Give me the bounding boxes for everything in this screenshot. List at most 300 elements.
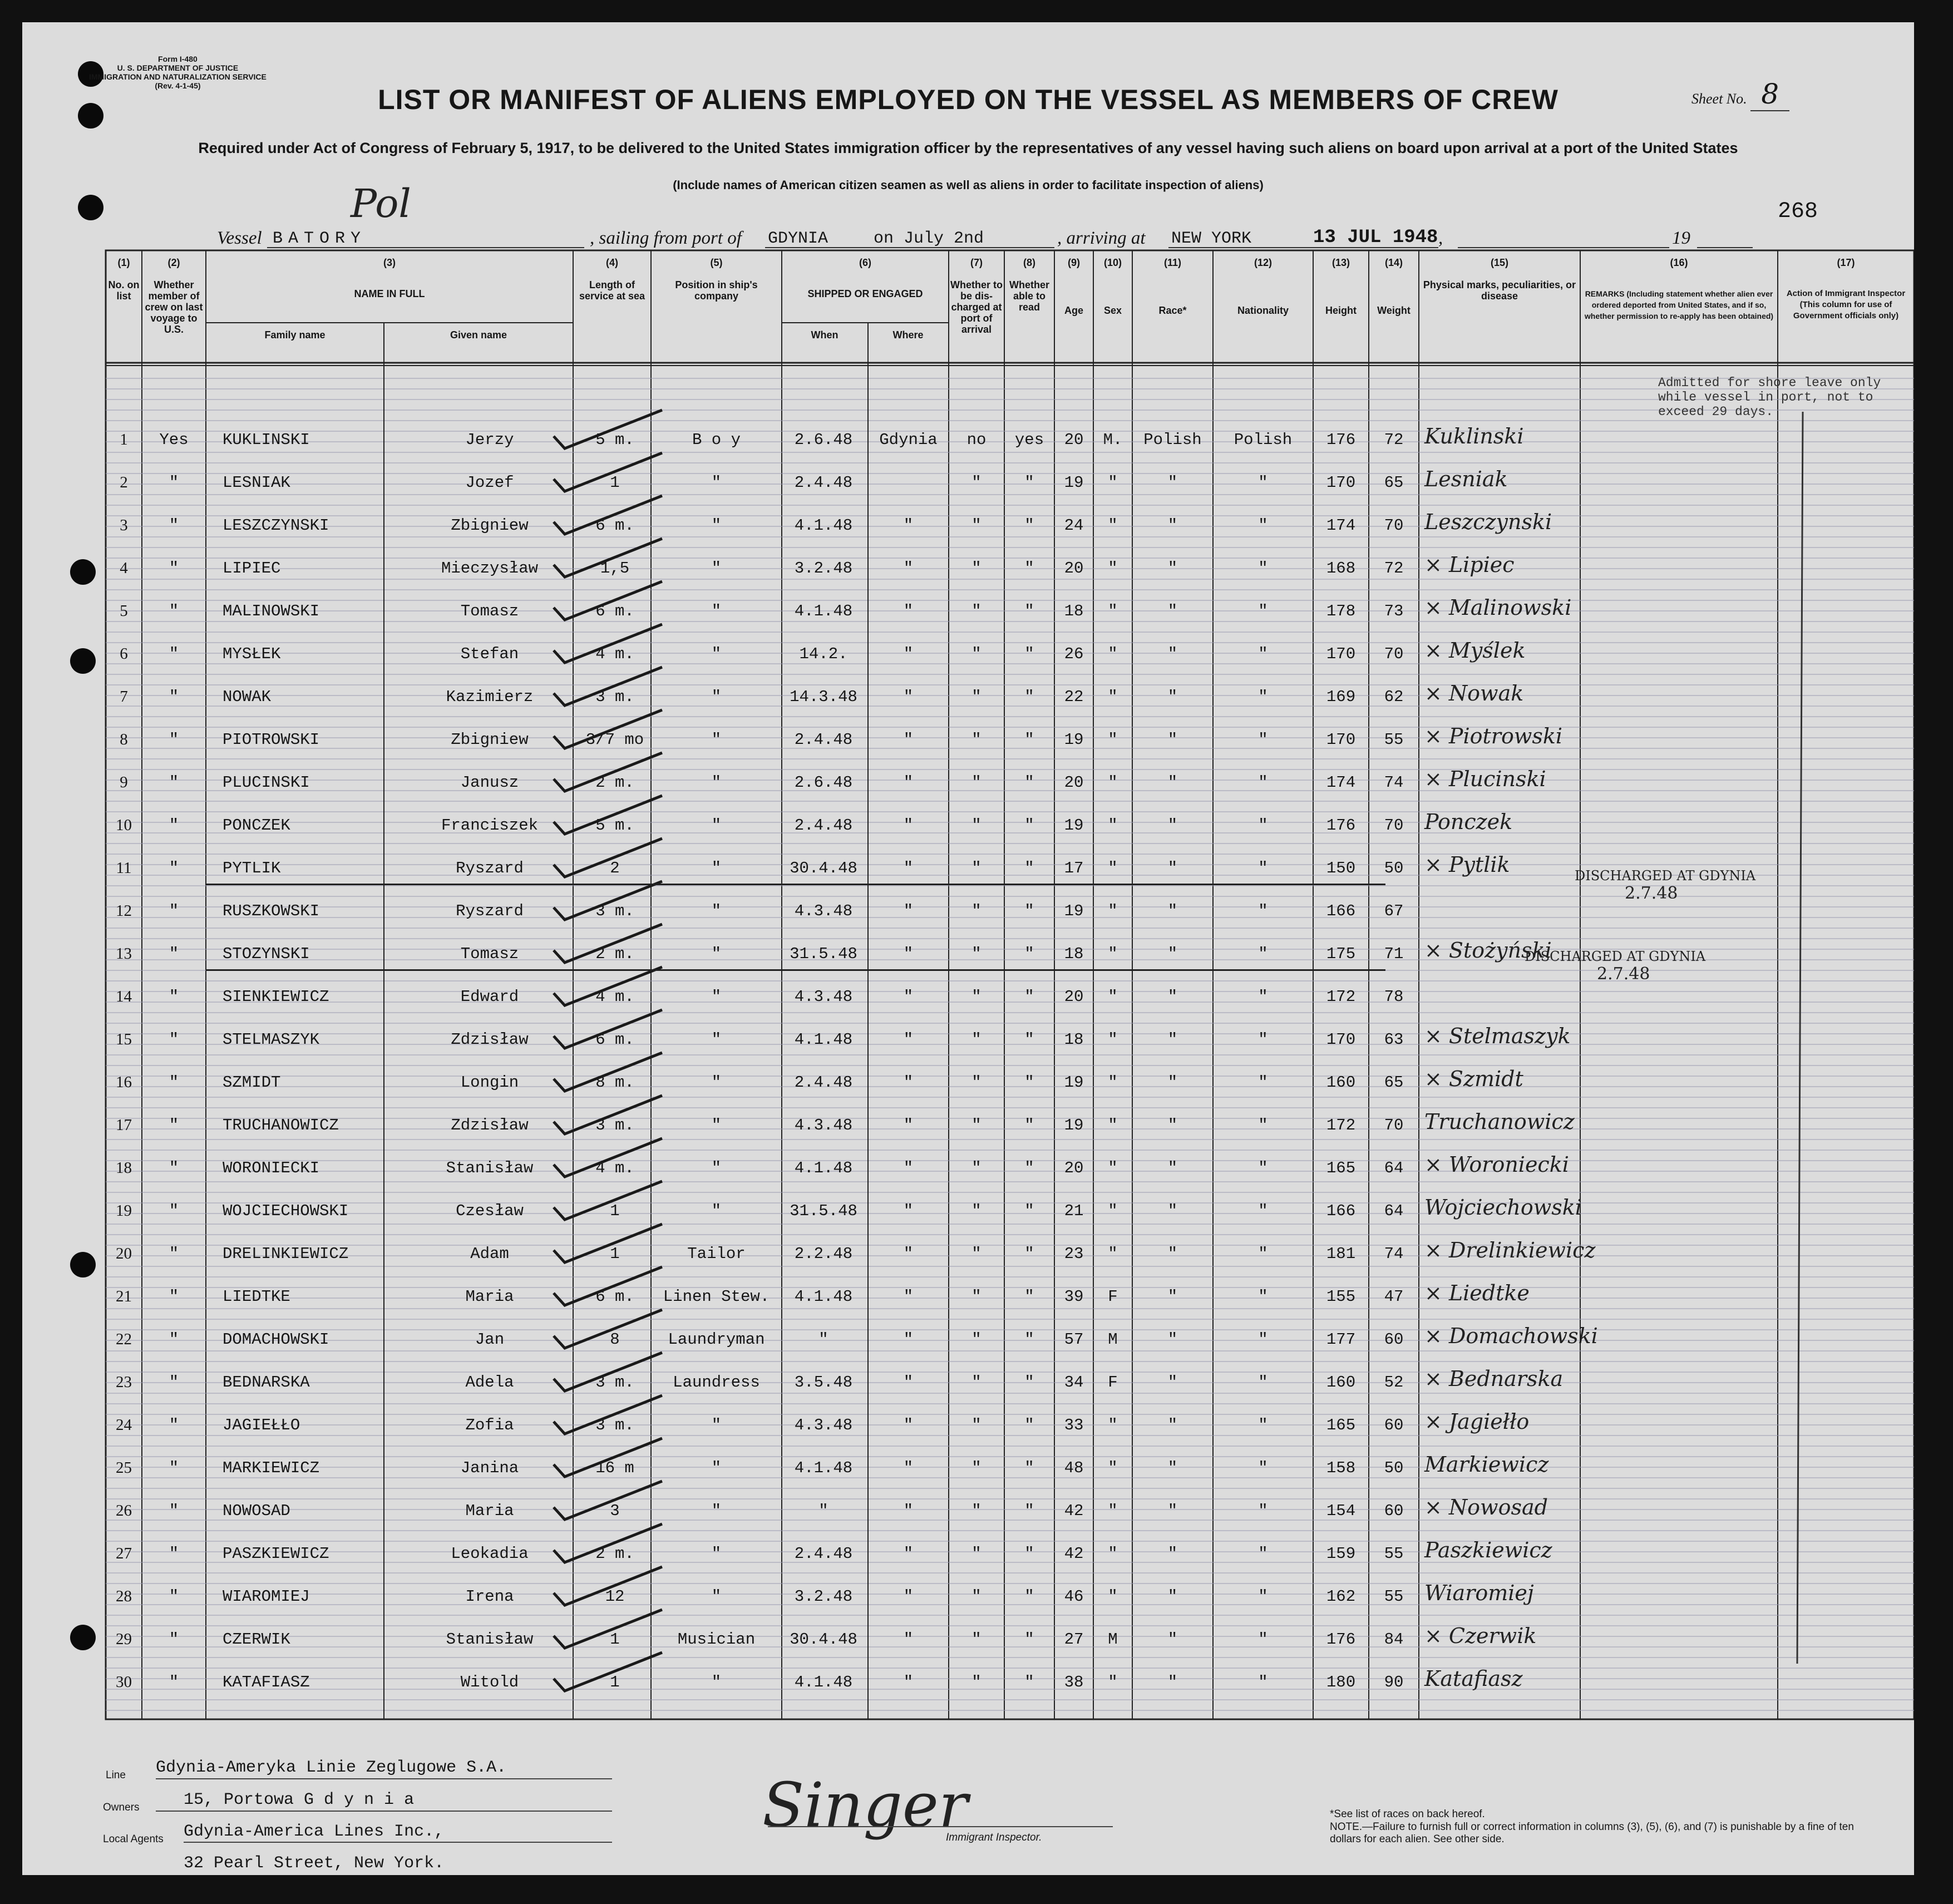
cell-discharged: " [971, 1330, 982, 1349]
cell-age: 19 [1064, 1116, 1084, 1134]
cell-given: Kazimierz [446, 688, 534, 706]
cell-service: 3 m. [595, 688, 634, 706]
cell-height: 165 [1326, 1159, 1356, 1177]
cell-where: " [903, 988, 914, 1006]
cell-no: 30 [116, 1673, 132, 1691]
cell-race: " [1167, 1502, 1178, 1520]
cell-position: " [711, 645, 722, 663]
footnote-fine: NOTE.—Failure to furnish full or correct information in columns (3), (5), (6), and (7) is punishable by a fine of ten dollars for each alien. See other side. [1330, 1821, 1854, 1845]
cell-position: " [711, 1202, 722, 1220]
cell-when: 2.2.48 [794, 1245, 853, 1263]
cell-family: DOMACHOWSKI [223, 1330, 329, 1349]
cell-race: " [1167, 516, 1178, 535]
column-header: Age [1064, 305, 1083, 316]
column-number: (10) [1103, 257, 1122, 268]
cell-race: " [1167, 1587, 1178, 1606]
cell-age: 18 [1064, 602, 1084, 620]
remarks-discharged-1: DISCHARGED AT GDYNIA 2.7.48 [1575, 868, 1756, 903]
check-mark [554, 1138, 662, 1177]
cell-sex: " [1108, 1673, 1118, 1691]
cell-weight: 70 [1384, 645, 1404, 663]
cell-when: 4.3.48 [794, 902, 853, 920]
form-number: Form I-480 [158, 55, 198, 63]
check-mark [554, 1481, 662, 1520]
cell-family: LESNIAK [223, 473, 290, 492]
check-mark [554, 881, 662, 920]
cell-where: " [903, 559, 914, 578]
cell-when: 4.3.48 [794, 988, 853, 1006]
cell-when: 2.4.48 [794, 731, 853, 749]
cell-no: 21 [116, 1288, 132, 1305]
cell-given: Tomasz [460, 945, 519, 963]
cell-weight: 64 [1384, 1202, 1404, 1220]
cell-no: 18 [116, 1159, 132, 1177]
cell-no: 22 [116, 1330, 132, 1348]
column-number: (8) [1023, 257, 1035, 268]
column-number: (2) [167, 257, 180, 268]
sailing-date: on July 2nd [874, 229, 984, 248]
cell-read: " [1024, 559, 1034, 578]
cell-no: 14 [116, 988, 132, 1005]
column-header: No. on list [108, 279, 140, 302]
cell-race: " [1167, 773, 1178, 792]
cell-discharged: " [971, 516, 982, 535]
cell-sex: " [1108, 645, 1118, 663]
cell-no: 7 [120, 688, 128, 706]
cell-age: 19 [1064, 902, 1084, 920]
cell-prev: " [169, 773, 179, 792]
cell-given: Mieczysław [441, 559, 539, 578]
cell-nationality: " [1258, 1073, 1268, 1092]
cell-position: " [711, 988, 722, 1006]
cell-age: 19 [1064, 731, 1084, 749]
cell-prev: " [169, 859, 179, 877]
cell-service: 3 m. [595, 1416, 634, 1434]
cell-discharged: " [971, 473, 982, 492]
cell-weight: 78 [1384, 988, 1404, 1006]
cell-position: " [711, 731, 722, 749]
cell-given: Jan [475, 1330, 505, 1349]
cell-age: 46 [1064, 1587, 1084, 1606]
check-mark [554, 1181, 662, 1220]
cell-prev: " [169, 1073, 179, 1092]
cell-when: 3.5.48 [794, 1373, 853, 1392]
cell-service: 8 [610, 1330, 620, 1349]
cell-age: 22 [1064, 688, 1084, 706]
cell-signature: Wiaromiej [1424, 1581, 1534, 1605]
cell-nationality: " [1258, 1630, 1268, 1649]
cell-service: 6 m. [595, 516, 634, 535]
cell-when: 4.1.48 [794, 1288, 853, 1306]
cell-signature: Leszczynski [1424, 510, 1552, 534]
cell-discharged: " [971, 731, 982, 749]
cell-family: NOWOSAD [223, 1502, 290, 1520]
cell-race: " [1167, 902, 1178, 920]
cell-prev: " [169, 1673, 179, 1691]
cell-sex: " [1108, 1245, 1118, 1263]
cell-given: Longin [460, 1073, 519, 1092]
cell-nationality: " [1258, 1159, 1268, 1177]
cell-no: 2 [120, 473, 128, 491]
cell-sex: " [1108, 516, 1118, 535]
cell-given: Adam [470, 1245, 509, 1263]
cell-discharged: " [971, 988, 982, 1006]
cell-nationality: " [1258, 1587, 1268, 1606]
cell-height: 159 [1326, 1545, 1356, 1563]
cell-weight: 72 [1384, 559, 1404, 578]
cell-given: Tomasz [460, 602, 519, 620]
cell-weight: 73 [1384, 602, 1404, 620]
arriving-port: NEW YORK [1171, 229, 1252, 248]
cell-when: 2.6.48 [794, 773, 853, 792]
agents-label: Local Agents [103, 1833, 164, 1845]
cell-prev: " [169, 1545, 179, 1563]
cell-when: 4.3.48 [794, 1116, 853, 1134]
cell-given: Maria [465, 1288, 514, 1306]
cell-position: " [711, 688, 722, 706]
cell-sex: M [1108, 1330, 1118, 1349]
cell-position: B o y [692, 431, 741, 449]
cell-position: " [711, 1673, 722, 1691]
cell-where: " [903, 1673, 914, 1691]
cell-discharged: " [971, 859, 982, 877]
cell-service: 6 m. [595, 1030, 634, 1049]
cell-where: " [903, 773, 914, 792]
cell-signature: × Czerwik [1424, 1624, 1537, 1648]
cell-prev: " [169, 473, 179, 492]
cell-age: 34 [1064, 1373, 1084, 1392]
cell-prev: " [169, 731, 179, 749]
cell-family: NOWAK [223, 688, 272, 706]
cell-discharged: " [971, 1502, 982, 1520]
cell-signature: × Nowosad [1424, 1495, 1548, 1520]
cell-nationality: " [1258, 1245, 1268, 1263]
cell-when: 3.2.48 [794, 559, 853, 578]
shipped-where-header: Where [892, 329, 924, 341]
cell-age: 20 [1064, 431, 1084, 449]
column-header: Whether able to read [1009, 279, 1049, 313]
cell-prev: " [169, 1459, 179, 1477]
cell-race: " [1167, 1159, 1178, 1177]
cell-height: 158 [1326, 1459, 1356, 1477]
cell-position: " [711, 902, 722, 920]
cell-service: 3 m. [595, 1116, 634, 1134]
cell-service: 12 [605, 1587, 625, 1606]
cell-age: 23 [1064, 1245, 1084, 1263]
cell-height: 172 [1326, 1116, 1356, 1134]
cell-when: 2.4.48 [794, 1545, 853, 1563]
cell-where: " [903, 1159, 914, 1177]
cell-position: " [711, 473, 722, 492]
cell-where: " [903, 1416, 914, 1434]
check-mark [554, 1395, 662, 1434]
column-header: Height [1325, 305, 1357, 316]
cell-height: 170 [1326, 473, 1356, 492]
cell-given: Adela [465, 1373, 514, 1392]
cell-race: " [1167, 988, 1178, 1006]
cell-signature: × Liedtke [1424, 1281, 1530, 1305]
cell-height: 166 [1326, 1202, 1356, 1220]
cell-where: " [903, 945, 914, 963]
cell-family: TRUCHANOWICZ [223, 1116, 339, 1134]
cell-given: Stanisław [446, 1630, 534, 1649]
cell-signature: × Szmidt [1424, 1067, 1523, 1091]
cell-age: 20 [1064, 988, 1084, 1006]
cell-position: " [711, 1116, 722, 1134]
cell-given: Edward [460, 988, 519, 1006]
cell-given: Zbigniew [451, 516, 529, 535]
agents-value-1: Gdynia-America Lines Inc., [184, 1822, 445, 1841]
discharged-strike-line [206, 969, 1385, 971]
cell-nationality: " [1258, 688, 1268, 706]
cell-discharged: " [971, 1416, 982, 1434]
cell-where: " [903, 602, 914, 620]
cell-weight: 74 [1384, 1245, 1404, 1263]
cell-discharged: " [971, 1630, 982, 1649]
cell-read: " [1024, 1288, 1034, 1306]
cell-when: 14.3.48 [790, 688, 857, 706]
cell-when: " [818, 1502, 828, 1520]
cell-height: 160 [1326, 1073, 1356, 1092]
cell-read: " [1024, 516, 1034, 535]
cell-family: KATAFIASZ [223, 1673, 310, 1691]
column-header: NAME IN FULL [354, 288, 425, 299]
cell-service: 4 m. [595, 988, 634, 1006]
cell-nationality: " [1258, 1330, 1268, 1349]
cell-weight: 63 [1384, 1030, 1404, 1049]
cell-age: 20 [1064, 773, 1084, 792]
sheet-number-value: 8 [1750, 78, 1789, 111]
year-label: 19 [1672, 228, 1690, 248]
arriving-label: , arriving at [1057, 228, 1146, 248]
cell-position: Laundress [673, 1373, 760, 1392]
check-mark [554, 624, 662, 663]
cell-prev: " [169, 1330, 179, 1349]
cell-discharged: " [971, 773, 982, 792]
sheet-number-label: Sheet No. [1691, 91, 1747, 107]
cell-sex: " [1108, 1202, 1118, 1220]
cell-position: " [711, 559, 722, 578]
cell-discharged: " [971, 945, 982, 963]
cell-discharged: " [971, 1288, 982, 1306]
footnote-races: *See list of races on back hereof. [1330, 1808, 1485, 1820]
cell-no: 6 [120, 645, 128, 663]
cell-race: " [1167, 473, 1178, 492]
cell-sex: " [1108, 688, 1118, 706]
cell-given: Janina [460, 1459, 519, 1477]
cell-no: 27 [116, 1545, 132, 1562]
line-value: Gdynia-Ameryka Linie Zeglugowe S.A. [156, 1758, 507, 1777]
cell-nationality: " [1258, 1416, 1268, 1434]
cell-race: " [1167, 645, 1178, 663]
cell-where: " [903, 816, 914, 835]
cell-family: SZMIDT [223, 1073, 281, 1092]
cell-weight: 50 [1384, 859, 1404, 877]
cell-position: " [711, 945, 722, 963]
cell-race: " [1167, 1116, 1178, 1134]
cell-sex: " [1108, 945, 1118, 963]
cell-nationality: " [1258, 1502, 1268, 1520]
cell-nationality: " [1258, 1459, 1268, 1477]
cell-where: " [903, 1373, 914, 1392]
cell-race: " [1167, 1288, 1178, 1306]
column-header: Position in ship's company [675, 279, 758, 302]
cell-sex: " [1108, 1587, 1118, 1606]
cell-nationality: " [1258, 602, 1268, 620]
cell-sex: M. [1103, 431, 1123, 449]
cell-service: 2 m. [595, 945, 634, 963]
column-number: (1) [117, 257, 130, 268]
cell-when: 14.2. [799, 645, 848, 663]
cell-read: yes [1014, 431, 1044, 449]
cell-family: MARKIEWICZ [223, 1459, 320, 1477]
column-header: Race* [1158, 305, 1187, 316]
cell-when: 3.2.48 [794, 1587, 853, 1606]
cell-sex: " [1108, 988, 1118, 1006]
check-mark [554, 1224, 662, 1262]
cell-age: 27 [1064, 1630, 1084, 1649]
cell-age: 33 [1064, 1416, 1084, 1434]
cell-age: 42 [1064, 1502, 1084, 1520]
cell-position: " [711, 859, 722, 877]
manifest-sheet [22, 22, 1914, 1875]
cell-when: 31.5.48 [790, 1202, 857, 1220]
column-header: Weight [1377, 305, 1410, 316]
owners-value: 15, Portowa G d y n i a [184, 1790, 415, 1809]
cell-age: 19 [1064, 473, 1084, 492]
given-name-header: Given name [450, 329, 507, 341]
cell-when: 4.3.48 [794, 1416, 853, 1434]
cell-prev: " [169, 1159, 179, 1177]
cell-prev: " [169, 1416, 179, 1434]
cell-where: " [903, 1030, 914, 1049]
cell-weight: 50 [1384, 1459, 1404, 1477]
cell-signature: × Pytlik [1424, 852, 1510, 877]
cell-where: " [903, 902, 914, 920]
cell-given: Maria [465, 1502, 514, 1520]
cell-discharged: " [971, 602, 982, 620]
cell-age: 20 [1064, 559, 1084, 578]
column-number: (17) [1837, 257, 1855, 268]
check-mark [554, 1310, 662, 1348]
check-mark [554, 1353, 662, 1391]
cell-sex: M [1108, 1630, 1118, 1649]
cell-family: RUSZKOWSKI [223, 902, 320, 920]
cell-no: 3 [120, 516, 128, 534]
column-number: (11) [1163, 257, 1182, 268]
cell-weight: 55 [1384, 1587, 1404, 1606]
cell-read: " [1024, 1587, 1034, 1606]
cell-weight: 67 [1384, 902, 1404, 920]
cell-service: 2 [610, 859, 620, 877]
check-mark [554, 581, 662, 620]
cell-no: 15 [116, 1030, 132, 1048]
cell-where: Gdynia [879, 431, 938, 449]
cell-height: 160 [1326, 1373, 1356, 1392]
cell-weight: 64 [1384, 1159, 1404, 1177]
cell-read: " [1024, 731, 1034, 749]
remarks-discharged-2: DISCHARGED AT GDYNIA 2.7.48 [1525, 949, 1706, 984]
column-header: Action of Immigrant Inspector (This column for use of Government officials only) [1786, 289, 1906, 320]
cell-signature: × Lipiec [1424, 553, 1515, 577]
cell-age: 21 [1064, 1202, 1084, 1220]
check-mark [554, 710, 662, 748]
cell-given: Zdzisław [451, 1116, 529, 1134]
cell-height: 168 [1326, 559, 1356, 578]
cell-position: " [711, 516, 722, 535]
check-mark [554, 1438, 662, 1477]
cell-age: 38 [1064, 1673, 1084, 1691]
cell-family: LESZCZYNSKI [223, 516, 329, 535]
vessel-label: Vessel [217, 228, 262, 248]
cell-no: 23 [116, 1373, 132, 1391]
cell-read: " [1024, 1030, 1034, 1049]
cell-prev: " [169, 559, 179, 578]
cell-sex: " [1108, 473, 1118, 492]
cell-read: " [1024, 1245, 1034, 1263]
cell-discharged: " [971, 1545, 982, 1563]
cell-nationality: " [1258, 988, 1268, 1006]
cell-weight: 90 [1384, 1673, 1404, 1691]
cell-service: 6 m. [595, 1288, 634, 1306]
cell-when: 30.4.48 [790, 1630, 857, 1649]
cell-when: 4.1.48 [794, 602, 853, 620]
cell-position: " [711, 1587, 722, 1606]
check-mark [554, 667, 662, 706]
cell-given: Zofia [465, 1416, 514, 1434]
cell-where: " [903, 516, 914, 535]
cell-weight: 72 [1384, 431, 1404, 449]
cell-given: Zbigniew [451, 731, 529, 749]
cell-where: " [903, 1587, 914, 1606]
cell-no: 1 [120, 431, 128, 448]
cell-read: " [1024, 816, 1034, 835]
cell-height: 176 [1326, 431, 1356, 449]
cell-family: PASZKIEWICZ [223, 1545, 329, 1563]
cell-sex: " [1108, 1159, 1118, 1177]
stamped-number: 268 [1778, 199, 1818, 224]
cell-weight: 60 [1384, 1502, 1404, 1520]
cell-discharged: " [971, 1673, 982, 1691]
check-mark [554, 1010, 662, 1048]
cell-height: 150 [1326, 859, 1356, 877]
cell-height: 172 [1326, 988, 1356, 1006]
cell-service: 3 m. [595, 902, 634, 920]
column-header: Sex [1103, 305, 1122, 316]
cell-prev: " [169, 1630, 179, 1649]
cell-age: 20 [1064, 1159, 1084, 1177]
check-mark [554, 967, 662, 1005]
cell-position: " [711, 1545, 722, 1563]
cell-nationality: " [1258, 945, 1268, 963]
cell-age: 57 [1064, 1330, 1084, 1349]
cell-no: 10 [116, 816, 132, 834]
cell-race: Polish [1143, 431, 1202, 449]
column-number: (6) [859, 257, 871, 268]
cell-where: " [903, 1073, 914, 1092]
cell-sex: " [1108, 816, 1118, 835]
cell-family: STELMASZYK [223, 1030, 320, 1049]
form-service: IMMIGRATION AND NATURALIZATION SERVICE [89, 72, 267, 81]
cell-signature: Wojciechowski [1424, 1195, 1582, 1220]
cell-given: Stanisław [446, 1159, 534, 1177]
shipped-when-header: When [811, 329, 839, 341]
cell-given: Czesław [456, 1202, 524, 1220]
cell-discharged: " [971, 1073, 982, 1092]
cell-when: 2.4.48 [794, 1073, 853, 1092]
cell-read: " [1024, 1630, 1034, 1649]
cell-service: 1 [610, 1245, 620, 1263]
